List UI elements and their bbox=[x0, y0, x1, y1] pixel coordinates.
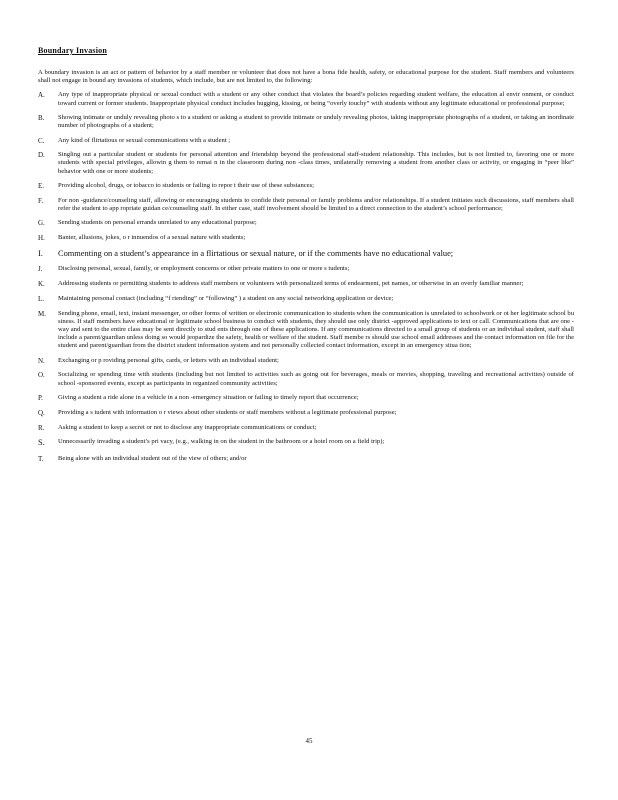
item-letter: C. bbox=[38, 136, 45, 145]
item-text: Exchanging or p roviding personal gifts, cards, or letters with an individual student; bbox=[58, 356, 279, 364]
list-item bbox=[38, 137, 574, 145]
page-number: 45 bbox=[305, 737, 313, 745]
list-item bbox=[38, 357, 574, 365]
item-text: Providing alcohol, drugs, or tobacco to students or failing to repor t their use of these substances; bbox=[58, 182, 315, 190]
item-text: Banter, allusions, jokes, o r innuendos of a sexual nature with students; bbox=[58, 234, 246, 242]
policy-section bbox=[38, 46, 574, 470]
item-letter: M. bbox=[38, 309, 46, 318]
item-text: Addressing students or permitting students to address staff members or volunteers with personalized terms of endearment, pet names, or otherwise in an overly familiar manner; bbox=[58, 280, 524, 288]
item-letter: B. bbox=[38, 113, 45, 122]
list-item bbox=[38, 409, 574, 417]
item-letter: Q. bbox=[38, 408, 45, 417]
list-item bbox=[38, 151, 574, 175]
list-item bbox=[38, 234, 574, 242]
item-letter: J. bbox=[38, 265, 43, 274]
item-letter: D. bbox=[38, 151, 45, 160]
list-item bbox=[38, 295, 574, 303]
item-letter: S. bbox=[38, 438, 45, 448]
item-text: Asking a student to keep a secret or not to disclose any inappropriate communications or conduct; bbox=[58, 423, 317, 431]
list-item bbox=[38, 394, 574, 402]
item-text: Maintaining personal contact (including “f riending” or “following” ) a student on any social networking application or device; bbox=[58, 294, 394, 302]
item-text: Giving a student a ride alone in a vehicle in a non -emergency situation or failing to timely report that occurrence; bbox=[58, 394, 359, 402]
item-letter: I. bbox=[38, 249, 43, 258]
item-text: Providing a s tudent with information o r views about other students or staff members without a legitimate professional purpose; bbox=[58, 408, 397, 416]
item-text: Commenting on a student’s appearance in a flirtatious or sexual nature, or if the comments have no educational value; bbox=[58, 249, 454, 258]
item-text: Disclosing personal, sexual, family, or employment concerns or other private matters to one or more s tudents; bbox=[58, 265, 350, 273]
intro-paragraph: A boundary invasion is an act or pattern of behavior by a staff member or volunteer that does not have a bona fide health, safety, or educational purpose for the student. Staff members and volunteers shall not engage in bound ary invasions of students, which include, but are not limited to, the following: bbox=[38, 69, 574, 85]
item-letter: F. bbox=[38, 196, 44, 205]
item-text: Sending phone, email, text, instant messenger, or other forms of written or electronic communication to students when the communication is unrelated to schoolwork or ot her legitimate school bu siness. If staff members have educational or legitimate school business to conduct with students, they should use only district -approved applications to text or call. Communications that are one -way and sent to the entire class may be sent directly to stud ents through one of these applications. If any communications directed to a small group of students or an individual student, staff shall include a parent/guardian unless doing so would jeopardize the safety, health or welfare of the student. Staff membe rs should use school email addresses and the contact information on file for the student and parent/guardian from the district student information system and not personally collected contact information, except in an emergency situa tion; bbox=[58, 309, 574, 350]
list-item bbox=[38, 265, 574, 273]
behavior-list bbox=[38, 91, 574, 463]
item-letter: R. bbox=[38, 423, 45, 432]
item-text: Showing intimate or unduly revealing photo s to a student or asking a student to provide intimate or unduly revealing photos, taking inappropriate photographs of a student, or taking an inordinate number of photographs of a student; bbox=[58, 113, 574, 130]
list-item bbox=[38, 310, 574, 350]
list-item bbox=[38, 91, 574, 107]
list-item bbox=[38, 182, 574, 190]
list-item bbox=[38, 455, 574, 463]
item-text: For non -guidance/counseling staff, allowing or encouraging students to confide their personal or family problems and/or relationships. If a student initiates such discussions, staff members shall refer the student to app ropriate guidan ce/counseling staff. In either case, staff involvement should be limited to a direct connection to the student’s school performance; bbox=[58, 196, 574, 212]
item-letter: N. bbox=[38, 356, 45, 365]
list-item bbox=[38, 197, 574, 213]
list-item bbox=[38, 219, 574, 227]
item-text: Singling out a particular student or students for personal attention and friendship beyond the professional staff-student relationship. This includes, but is not limited to, favoring one or more students with special privileges, allowin g them to remai n in the classroom during non -class times, unilaterally removing a student from another class or activity, or engaging in “peer like” behavior with one or more students; bbox=[58, 151, 574, 175]
item-letter: O. bbox=[38, 371, 45, 380]
list-item bbox=[38, 371, 574, 387]
item-letter: T. bbox=[38, 454, 44, 463]
item-letter: A. bbox=[38, 91, 45, 100]
item-letter: G. bbox=[38, 219, 45, 228]
item-text: Any kind of flirtatious or sexual communications with a student ; bbox=[58, 136, 231, 144]
item-letter: K. bbox=[38, 280, 45, 289]
item-letter: E. bbox=[38, 182, 45, 191]
item-text: Unnecessarily invading a student’s pri vacy, (e.g., walking in on the student in the bathroom or a hotel room on a field trip); bbox=[58, 438, 385, 446]
section-heading: Boundary Invasion bbox=[38, 46, 107, 55]
list-item bbox=[38, 424, 574, 432]
list-item bbox=[38, 280, 574, 288]
item-text: Any type of inappropriate physical or sexual conduct with a student or any other conduct that violates the board’s policies regarding student welfare, the education al envir onment, or conduct toward current or former students. Inappropriate physical conduct includes hugging, kissing, or being “overly touchy” with students without any legitimate educational or professional purpose; bbox=[58, 91, 574, 107]
list-item bbox=[38, 249, 574, 259]
item-text: Sending students on personal errands unrelated to any educational purpose; bbox=[58, 219, 257, 227]
list-item bbox=[38, 114, 574, 130]
item-letter: L. bbox=[38, 294, 45, 303]
item-letter: H. bbox=[38, 234, 45, 243]
item-text: Being alone with an individual student out of the view of others; and/or bbox=[58, 454, 247, 462]
item-text: Socializing or spending time with students (including but not limited to activities such as going out for beverages, meals or movies, shopping, traveling and recreational activities) outside of school -sponsored events, except as participants in organized community activities; bbox=[58, 371, 574, 387]
list-item bbox=[38, 438, 574, 448]
item-letter: P. bbox=[38, 394, 43, 403]
